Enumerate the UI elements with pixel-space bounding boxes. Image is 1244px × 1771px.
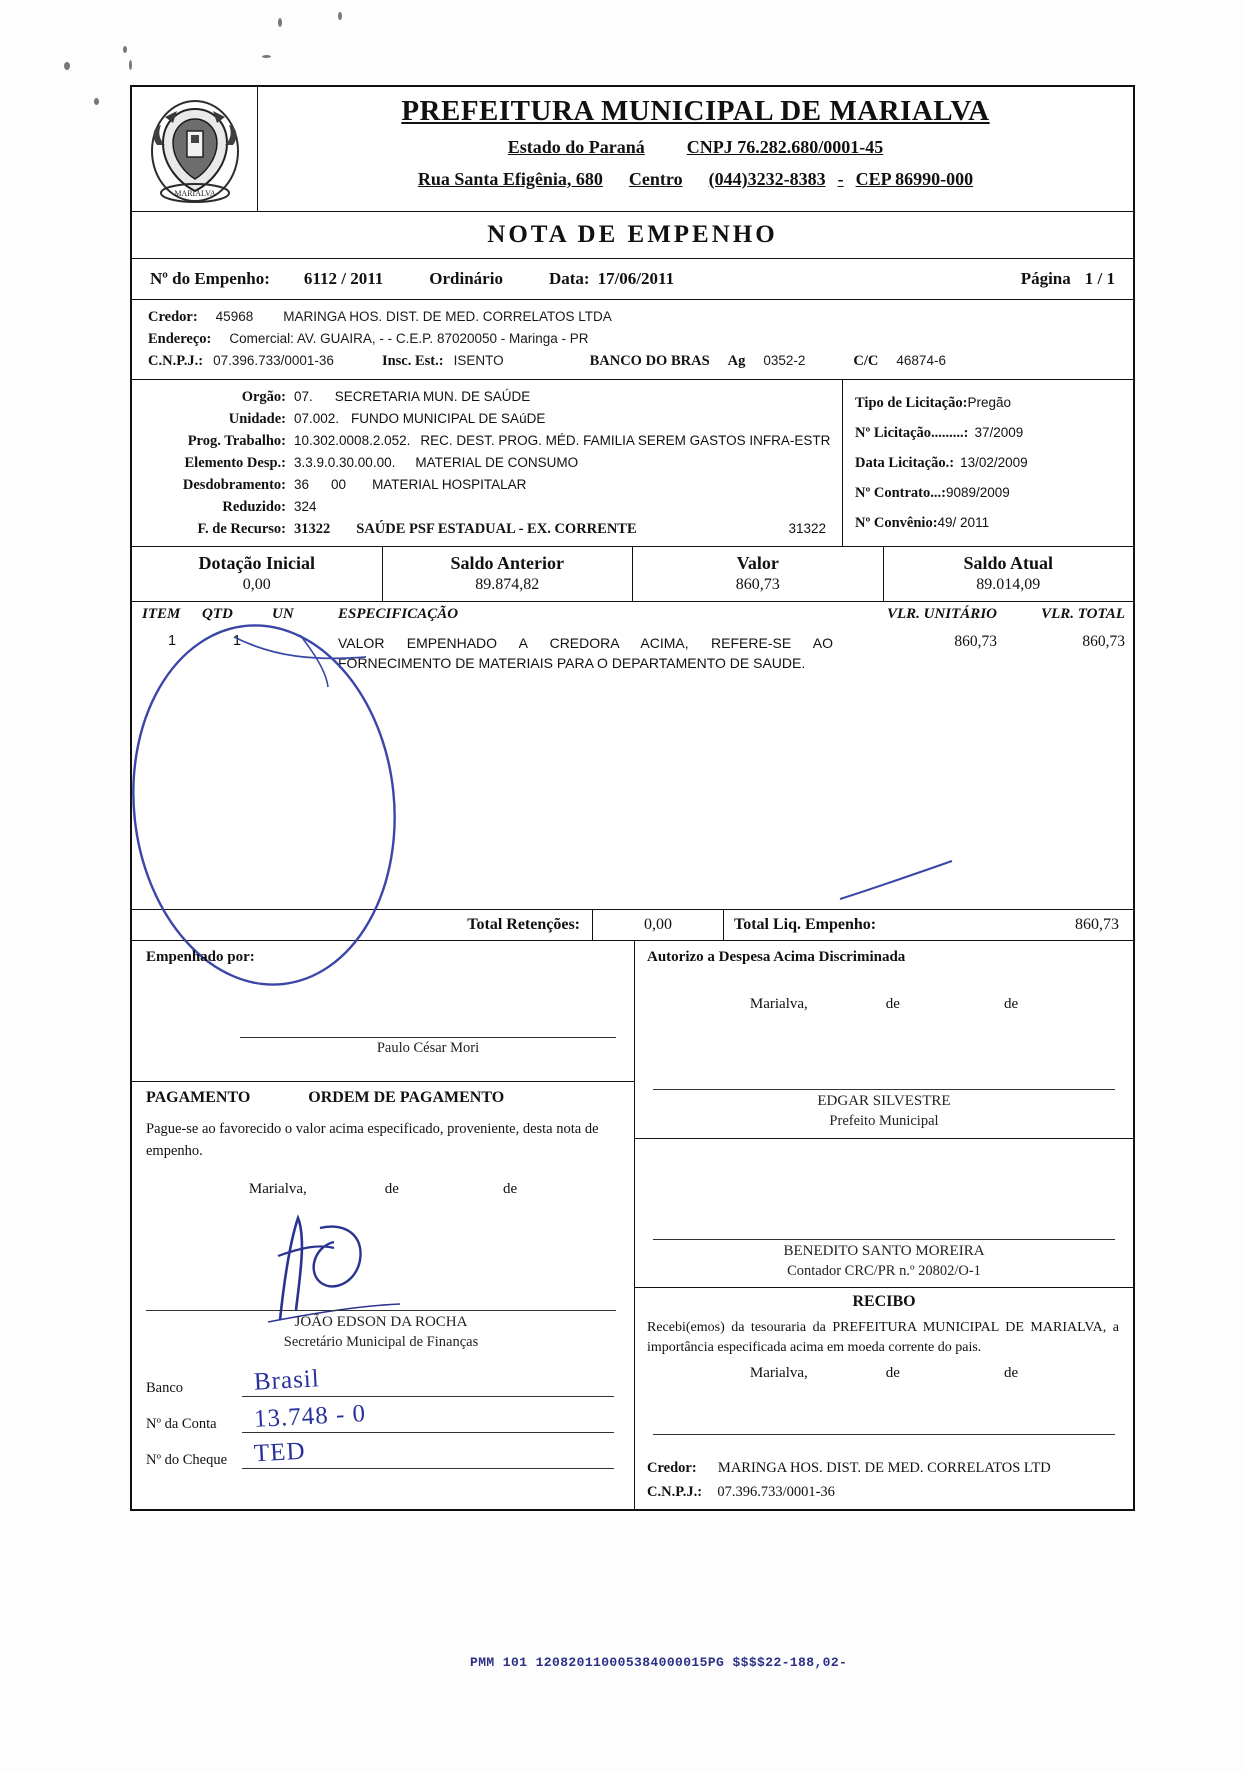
creditor-name: MARINGA HOS. DIST. DE MED. CORRELATOS LTDA	[283, 309, 612, 324]
bidding-date-row	[855, 448, 1127, 478]
handwritten-check-ink	[832, 855, 972, 915]
bank-field-row	[132, 1364, 634, 1400]
reduced-label: Reduzido:	[222, 498, 286, 515]
agency-value: 0352-2	[763, 353, 806, 368]
document-type-title: NOTA DE EMPENHO	[132, 212, 1133, 259]
authorization-de-1: de	[885, 996, 900, 1012]
contract-value: 9089/2009	[945, 484, 1010, 500]
appropriation-cell	[884, 547, 1134, 601]
creditor-address: Comercial: AV. GUAIRA, - - C.E.P. 87020050 - Maringa - PR	[229, 331, 589, 346]
mayor-authorization-block	[635, 941, 1133, 1139]
payment-order-title: ORDEM DE PAGAMENTO	[308, 1089, 505, 1106]
organ-row	[140, 386, 834, 408]
row-especificacao: VALOR EMPENHADO A CREDORA ACIMA, REFERE-SE AO FORNECIMENTO DE MATERIAIS PARA O DEPARTAMENTO DE SAUDE.	[338, 635, 833, 672]
receipt-signature-area	[635, 1382, 1133, 1456]
secretary-role: Secretário Municipal de Finanças	[283, 1333, 479, 1350]
bidding-type-value: Pregão	[967, 394, 1012, 410]
signature-left-column	[132, 941, 635, 1509]
contract-label: Nº Contrato...:	[855, 484, 946, 501]
reduced-row	[140, 496, 834, 518]
organ-label: Orgão:	[241, 388, 286, 405]
address-line: Rua Santa Efigênia, 680 Centro (044)3232-8383 - CEP 86990-000	[417, 169, 974, 189]
receipt-creditor-name: MARINGA HOS. DIST. DE MED. CORRELATOS LTD	[717, 1459, 1051, 1476]
total-net-value: 860,73	[1075, 916, 1119, 933]
resource-source-code: 31322	[294, 520, 331, 537]
creditor-label: Credor:	[148, 309, 198, 325]
budget-left-column	[132, 380, 843, 546]
organ-name: SECRETARIA MUN. DE SAÚDE	[334, 388, 531, 404]
program-row	[140, 430, 834, 452]
secretary-signature-block	[132, 1198, 634, 1358]
svg-text:MARIALVA: MARIALVA	[173, 189, 216, 198]
payment-de-2: de	[502, 1180, 518, 1197]
total-retentions-value: 0,00	[592, 910, 724, 940]
totals-row	[132, 910, 1133, 941]
expense-element-name: MATERIAL DE CONSUMO	[415, 454, 579, 470]
creditor-cnpj-value: 07.396.733/0001-36	[213, 353, 334, 368]
appropriation-value: 89.874,82	[475, 576, 540, 593]
appropriation-value: 89.014,09	[976, 576, 1041, 593]
empenho-number-value: 6112 / 2011	[303, 269, 384, 288]
account-number-label: Nº da Conta	[146, 1415, 217, 1432]
agreement-row	[855, 508, 1127, 538]
receipt-signature-line	[653, 1434, 1115, 1435]
payment-city: Marialva,	[248, 1180, 307, 1197]
col-vlr-total: VLR. TOTAL	[1041, 606, 1125, 622]
table-row	[132, 627, 1133, 674]
appropriation-title: Saldo Atual	[963, 553, 1054, 573]
header-text-block	[258, 87, 1133, 211]
breakdown-label: Desdobramento:	[182, 476, 286, 493]
bidding-type-row	[855, 388, 1127, 418]
mayor-name: EDGAR SILVESTRE	[817, 1093, 951, 1109]
authorization-title: Autorizo a Despesa Acima Discriminada	[647, 949, 906, 965]
secretary-signature-line	[146, 1310, 616, 1311]
city-hall-title: PREFEITURA MUNICIPAL DE MARIALVA	[401, 95, 990, 127]
scan-speck	[129, 60, 132, 70]
empenho-number-label: Nº do Empenho:	[150, 269, 270, 288]
page-value: 1 / 1	[1084, 269, 1115, 288]
empenhado-por-block	[132, 941, 634, 1082]
scan-speck	[94, 98, 99, 105]
payment-city-date-line	[132, 1163, 634, 1198]
bank-fields-block	[132, 1358, 634, 1482]
appropriation-value: 860,73	[735, 576, 780, 593]
address-label: Endereço:	[148, 331, 212, 347]
row-vlr-total: 860,73	[1082, 633, 1125, 650]
resource-source-name: SAÚDE PSF ESTADUAL - EX. CORRENTE	[356, 520, 637, 537]
secretary-name: JOÃO EDSON DA ROCHA	[294, 1313, 468, 1330]
crest-cell	[132, 87, 258, 211]
receipt-block	[635, 1288, 1133, 1509]
authorization-city-date-line	[635, 966, 1133, 1013]
receipt-de-2: de	[1003, 1364, 1019, 1381]
scan-speck	[278, 18, 282, 27]
accountant-signature-line	[653, 1239, 1115, 1240]
creditor-name-row	[132, 307, 1133, 329]
receipt-city-date-line	[635, 1359, 1133, 1382]
payment-title: PAGAMENTO	[146, 1089, 251, 1106]
bank-input[interactable]	[242, 1364, 614, 1397]
agreement-value: 49/ 2011	[937, 514, 990, 530]
page-label: Página	[1020, 269, 1071, 288]
col-especificacao: ESPECIFICAÇÃO	[338, 606, 459, 622]
total-retentions-label: Total Retenções:	[467, 916, 580, 933]
col-vlr-unitario: VLR. UNITÁRIO	[886, 606, 997, 622]
accountant-block	[635, 1139, 1133, 1288]
cnpj-label: CNPJ 76.282.680/0001-45	[686, 137, 884, 157]
agreement-label: Nº Convênio:	[855, 514, 938, 531]
account-field-row	[132, 1400, 634, 1436]
empenho-date-label: Data:	[548, 269, 590, 288]
district: Centro	[628, 169, 683, 189]
unit-label: Unidade:	[228, 410, 286, 427]
empenho-type: Ordinário	[429, 269, 503, 288]
bidding-date-label: Data Licitação.:	[855, 454, 955, 471]
receipt-city: Marialva,	[749, 1364, 808, 1381]
receipt-de-1: de	[885, 1364, 900, 1381]
scan-speck	[123, 46, 127, 53]
empenhado-por-label: Empenhado por:	[146, 949, 255, 965]
bidding-number-label: Nº Licitação.........:	[855, 424, 969, 441]
receipt-creditor-row	[635, 1456, 1133, 1480]
bidding-info-column	[843, 380, 1133, 546]
items-table-body	[132, 627, 1133, 910]
unit-code: 07.002.	[294, 410, 340, 426]
secretary-handwritten-signature	[260, 1202, 480, 1332]
breakdown-code-2: 00	[331, 476, 347, 492]
appropriation-value: 0,00	[242, 576, 271, 593]
receipt-cnpj-row	[635, 1480, 1133, 1509]
appropriation-cell	[132, 547, 383, 601]
receipt-title: RECIBO	[852, 1293, 916, 1310]
coat-of-arms-icon	[147, 93, 243, 205]
account-handwritten-value: 13.748 - 0	[253, 1399, 367, 1433]
payment-header	[132, 1082, 634, 1113]
program-code: 10.302.0008.2.052.	[294, 432, 411, 448]
account-label: C/C	[853, 353, 879, 369]
resource-source-code-right: 31322	[788, 520, 826, 536]
expense-element-row	[140, 452, 834, 474]
signature-area	[132, 941, 1133, 1509]
row-item: 1	[167, 633, 177, 649]
agency-label: Ag	[727, 353, 746, 369]
items-table-header	[132, 602, 1133, 627]
empenho-summary-row	[132, 259, 1133, 300]
cheque-number-input[interactable]	[242, 1437, 614, 1469]
state-registration-label: Insc. Est.:	[381, 353, 444, 369]
receipt-creditor-label: Credor:	[647, 1459, 697, 1476]
bidding-number-row	[855, 418, 1127, 448]
resource-source-label: F. de Recurso:	[197, 520, 286, 537]
account-number-input[interactable]	[242, 1399, 614, 1433]
street-address: Rua Santa Efigênia, 680	[417, 169, 603, 189]
col-item: ITEM	[142, 606, 181, 622]
col-un: UN	[272, 606, 294, 622]
receipt-cnpj-label: C.N.P.J.:	[647, 1483, 703, 1500]
scan-speck	[64, 62, 70, 70]
scan-speck	[262, 55, 271, 58]
unit-name: FUNDO MUNICIPAL DE SAúDE	[351, 410, 546, 426]
row-qtd: 1	[232, 633, 242, 649]
bank-label: Banco	[146, 1379, 184, 1396]
bank-handwritten-value: Brasil	[253, 1364, 321, 1396]
unit-row	[140, 408, 834, 430]
total-net-label: Total Liq. Empenho:	[734, 916, 877, 933]
state-label: Estado do Paraná	[507, 137, 645, 157]
creditor-ids-row	[132, 351, 1133, 373]
document-header	[132, 87, 1133, 212]
breakdown-row	[140, 474, 834, 496]
appropriation-cell	[633, 547, 884, 601]
payment-de-1: de	[384, 1180, 399, 1197]
appropriation-title: Valor	[736, 553, 779, 573]
creditor-code: 45968	[215, 309, 254, 324]
nota-de-empenho-document	[130, 85, 1135, 1511]
phone: (044)3232-8383	[708, 169, 826, 189]
cep: CEP 86990-000	[855, 169, 974, 189]
empenho-date-value: 17/06/2011	[597, 269, 675, 288]
bidding-type-label: Tipo de Licitação:	[855, 394, 968, 411]
organ-code: 07.	[294, 388, 313, 404]
creditor-address-row	[132, 329, 1133, 351]
authorization-city: Marialva,	[749, 996, 808, 1012]
accountant-name: BENEDITO SANTO MOREIRA	[783, 1243, 985, 1259]
breakdown-code-1: 36	[294, 476, 310, 492]
accountant-role: Contador CRC/PR n.º 20802/O-1	[787, 1263, 981, 1279]
row-un	[272, 633, 338, 674]
receipt-text: Recebi(emos) da tesouraria da PREFEITURA MUNICIPAL DE MARIALVA, a importância especificada acima em moeda corrente do pais.	[647, 1320, 1119, 1356]
appropriation-title: Saldo Anterior	[450, 553, 564, 573]
bidding-date-value: 13/02/2009	[960, 454, 1028, 470]
appropriation-title: Dotação Inicial	[198, 553, 315, 573]
signature-right-column	[635, 941, 1133, 1509]
program-label: Prog. Trabalho:	[187, 432, 286, 449]
cheque-field-row	[132, 1436, 634, 1472]
reduced-value: 324	[294, 498, 317, 514]
state-registration-value: ISENTO	[453, 353, 504, 368]
creditor-block	[132, 300, 1133, 380]
receipt-cnpj-value: 07.396.733/0001-36	[717, 1483, 835, 1500]
row-vlr-unitario: 860,73	[954, 633, 997, 650]
footer-barcode-text: PMM 101 120820110005384000015PG $$$$22-188,02-	[470, 1655, 848, 1670]
bank-name: BANCO DO BRAS	[589, 353, 710, 369]
program-name: REC. DEST. PROG. MÉD. FAMILIA SEREM GASTOS INFRA-ESTR	[420, 432, 831, 448]
cheque-number-label: Nº do Cheque	[146, 1451, 228, 1468]
empenhado-signature-name: Paulo César Mori	[376, 1040, 480, 1056]
payment-text: Pague-se ao favorecido o valor acima especificado, proveniente, desta nota de empenho.	[146, 1121, 599, 1159]
authorization-de-2: de	[1003, 996, 1019, 1012]
mayor-role: Prefeito Municipal	[829, 1113, 939, 1129]
empenhado-signature-line	[240, 1037, 616, 1038]
expense-element-label: Elemento Desp.:	[184, 454, 286, 471]
budget-classification-block	[132, 380, 1133, 547]
mayor-signature-line	[653, 1089, 1115, 1090]
contract-row	[855, 478, 1127, 508]
resource-source-row	[140, 518, 834, 540]
appropriation-cell	[383, 547, 634, 601]
col-qtd: QTD	[202, 606, 233, 622]
bidding-number-value: 37/2009	[974, 424, 1024, 440]
creditor-cnpj-label: C.N.P.J.:	[148, 353, 204, 369]
breakdown-name: MATERIAL HOSPITALAR	[372, 476, 527, 492]
appropriation-summary-row	[132, 547, 1133, 602]
expense-element-code: 3.3.9.0.30.00.00.	[294, 454, 396, 470]
state-and-cnpj-line	[268, 137, 1123, 158]
account-value: 46874-6	[896, 353, 946, 368]
scan-speck	[338, 12, 342, 20]
cheque-handwritten-value: TED	[253, 1437, 307, 1467]
